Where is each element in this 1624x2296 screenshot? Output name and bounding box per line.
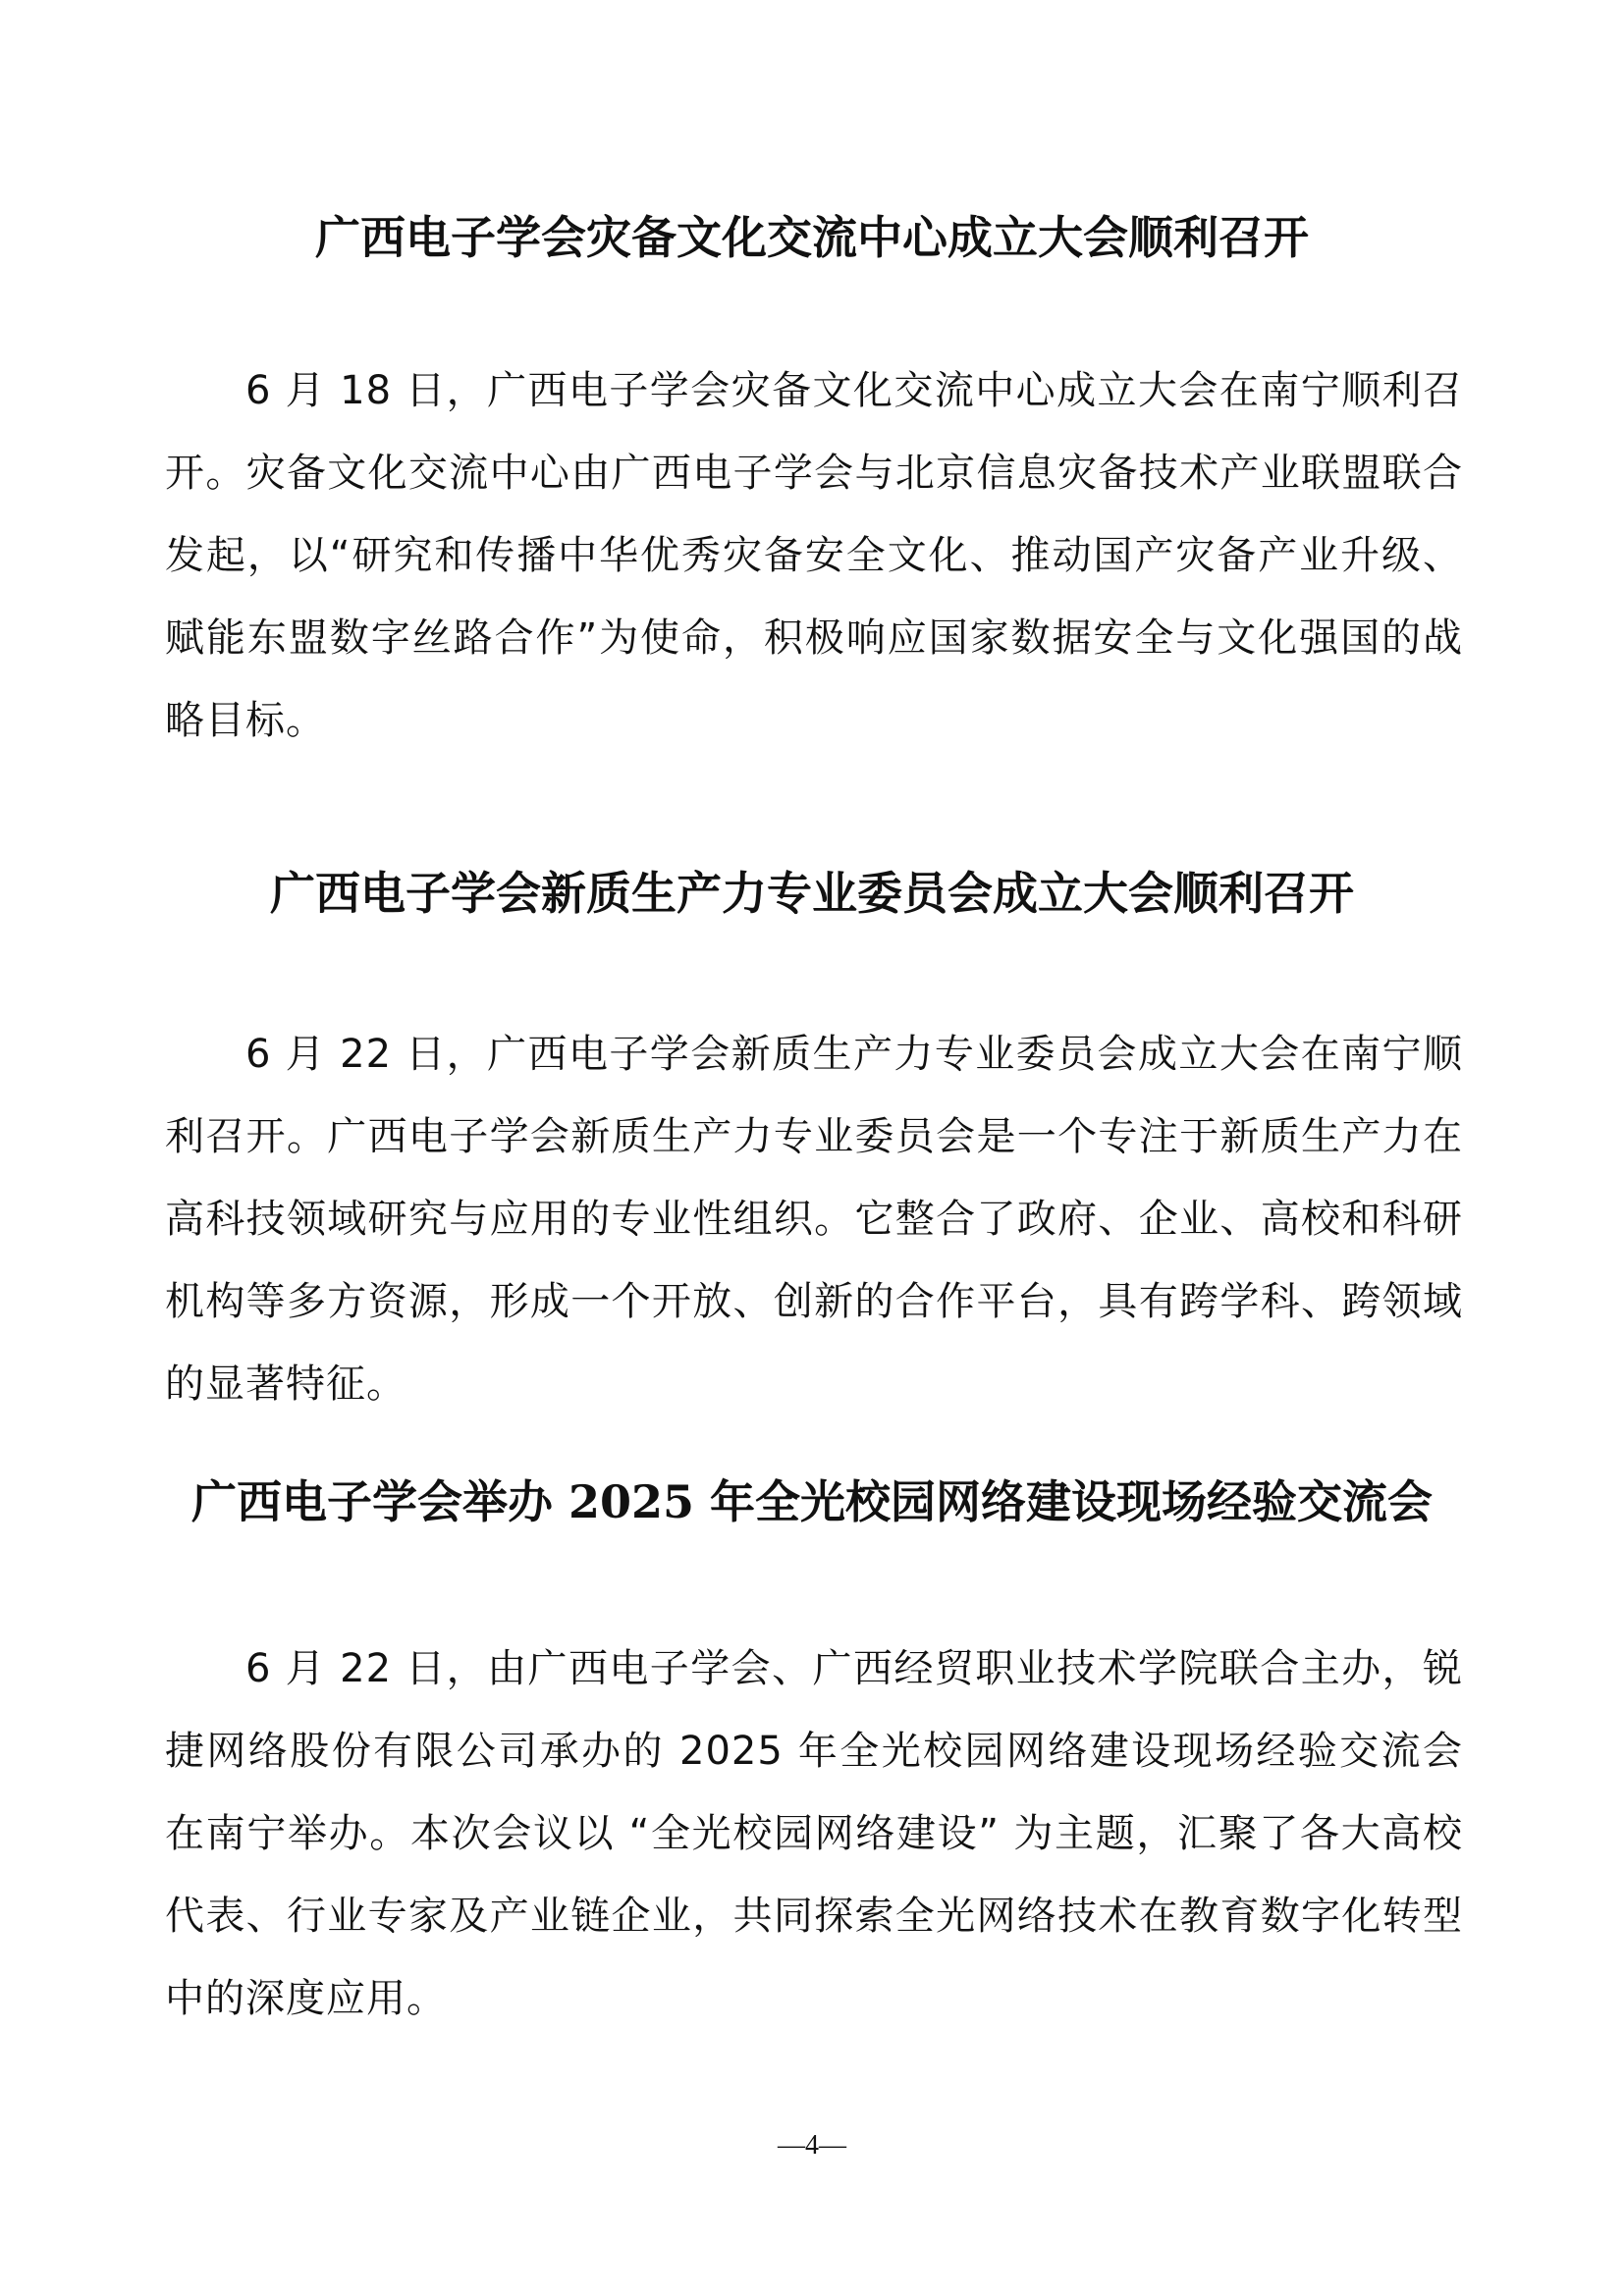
- article-1-body: 6 月 18 日，广西电子学会灾备文化交流中心成立大会在南宁顺利召开。灾备文化交流中心由广西电子学会与北京信息灾备技术产业联盟联合发起，以“研究和传播中华优秀灾备安全文化、推动国产灾备产业升级、赋能东盟数字丝路合作”为使命，积极响应国家数据安全与文化强国的战略目标。: [165, 368, 1463, 743]
- page-number: —4—: [778, 2130, 846, 2161]
- article-2-body: 6 月 22 日，广西电子学会新质生产力专业委员会成立大会在南宁顺利召开。广西电子学会新质生产力专业委员会是一个专注于新质生产力在高科技领域研究与应用的专业性组织。它整合了政府、企业、高校和科研机构等多方资源，形成一个开放、创新的合作平台，具有跨学科、跨领域的显著特征。: [165, 1032, 1463, 1407]
- article-2-title: 广西电子学会新质生产力专业委员会成立大会顺利召开: [270, 867, 1354, 920]
- article-3-body: 6 月 22 日，由广西电子学会、广西经贸职业技术学院联合主办，锐捷网络股份有限公司承办的 2025 年全光校园网络建设现场经验交流会在南宁举办。本次会议以 “全光校园网络建设” 为主题，汇聚了各大高校代表、行业专家及产业链企业，共同探索全光网络技术在教育数字化转型中的深度应用。: [165, 1646, 1463, 2021]
- article-3-title: 广西电子学会举办 2025 年全光校园网络建设现场经验交流会: [190, 1475, 1434, 1528]
- article-1-title: 广西电子学会灾备文化交流中心成立大会顺利召开: [315, 211, 1309, 264]
